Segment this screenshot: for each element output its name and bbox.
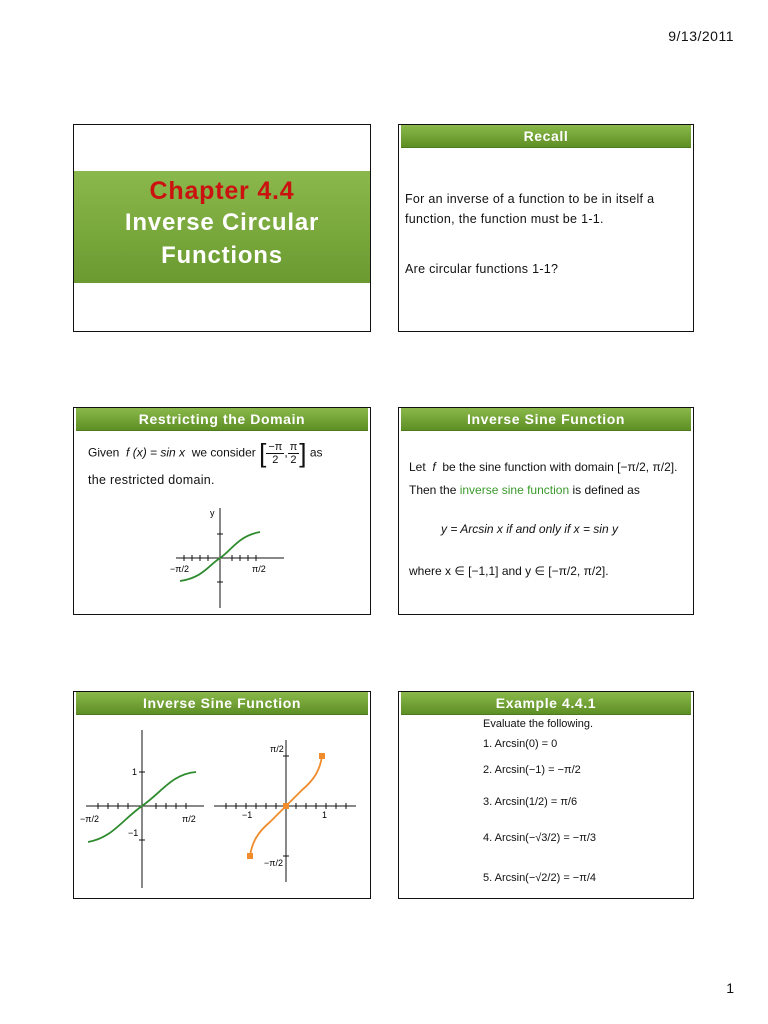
slide-header: Inverse Sine Function xyxy=(76,692,368,715)
tick-pos-pi-2: π/2 xyxy=(252,564,266,574)
tick-x-neg-1: −1 xyxy=(242,810,253,820)
slide-example-4-4-1 xyxy=(398,691,694,899)
arcsin-graph xyxy=(210,722,360,894)
slide-header: Recall xyxy=(401,125,691,148)
function-definition: f (x) = sin x xyxy=(126,445,186,460)
f-symbol: f xyxy=(432,460,436,474)
inverse-sine-term: inverse sine function xyxy=(459,483,570,497)
endpoint-marker-top xyxy=(319,753,325,759)
left-bracket: [ xyxy=(259,438,267,468)
domain-interval: [−π/2, π/2]. xyxy=(617,460,678,474)
where-line: where x ∈ [−1,1] and y ∈ [−π/2, π/2]. xyxy=(409,564,609,578)
consider-word: we consider xyxy=(191,445,256,460)
slide-header: Example 4.4.1 xyxy=(401,692,691,715)
tick-y-neg-1: −1 xyxy=(128,828,139,838)
given-word: Given xyxy=(88,445,120,460)
as-word: as xyxy=(309,445,323,460)
tick-y-pi-2: π/2 xyxy=(270,744,284,754)
example-item-5: 5. Arcsin(−√2/2) = −π/4 xyxy=(483,872,596,884)
title-band xyxy=(74,171,370,283)
endpoint-marker-bottom xyxy=(247,853,253,859)
slide-title xyxy=(73,124,371,332)
let-word: Let xyxy=(409,460,426,474)
slide-header: Restricting the Domain xyxy=(76,408,368,431)
tick-neg-pi-2: −π/2 xyxy=(170,564,189,574)
domain-text: be the sine function with domain xyxy=(442,460,614,474)
slide-inverse-sine-definition xyxy=(398,407,694,615)
slide-header: Inverse Sine Function xyxy=(401,408,691,431)
axis-y-label: y xyxy=(210,508,215,518)
sine-graph xyxy=(78,722,208,894)
origin-marker xyxy=(283,803,289,809)
tick-x-neg-pi-2: −π/2 xyxy=(80,814,99,824)
tick-y-1: 1 xyxy=(132,767,138,777)
tick-y-neg-pi-2: −π/2 xyxy=(264,858,283,868)
right-bracket: ] xyxy=(299,438,307,468)
page-date: 9/13/2011 xyxy=(668,28,734,44)
recall-paragraph-2: Are circular functions 1-1? xyxy=(405,262,559,276)
example-item-4: 4. Arcsin(−√3/2) = −π/3 xyxy=(483,832,596,844)
tick-x-pi-2: π/2 xyxy=(182,814,196,824)
tick-x-1: 1 xyxy=(322,810,328,820)
chapter-title: Chapter 4.4 xyxy=(149,177,295,205)
fraction-neg-pi-2: $\frac{-\pi}{2}$ xyxy=(268,441,283,466)
chapter-subtitle-line2: Functions xyxy=(161,242,283,269)
definition-line-2 xyxy=(409,483,640,497)
fraction-pi-2: $\frac{\pi}{2}$ xyxy=(289,441,298,466)
restricted-domain-text: the restricted domain. xyxy=(88,473,215,487)
given-line: Given f (x) = sin x we consider [ $\frac{-\pi}{2}$ , $\frac{\pi}{2}$ ] as xyxy=(88,438,323,468)
slide-restricting-domain xyxy=(73,407,371,615)
arcsin-definition: y = Arcsin x if and only if x = sin y xyxy=(441,522,618,536)
example-item-3: 3. Arcsin(1/2) = π/6 xyxy=(483,796,578,808)
defined-as-text: is defined as xyxy=(572,483,640,497)
recall-paragraph-1: For an inverse of a function to be in itself a function, the function must be 1-1. xyxy=(405,192,655,226)
page-number: 1 xyxy=(726,980,734,996)
slide-recall xyxy=(398,124,694,332)
example-intro: Evaluate the following. xyxy=(483,718,594,730)
definition-line-1 xyxy=(409,460,677,474)
then-text: Then the xyxy=(409,483,457,497)
chapter-subtitle-line1: Inverse Circular xyxy=(124,209,320,236)
example-item-2: 2. Arcsin(−1) = −π/2 xyxy=(483,764,581,776)
sine-restricted-graph xyxy=(170,504,290,614)
slide-inverse-sine-graphs xyxy=(73,691,371,899)
example-item-1: 1. Arcsin(0) = 0 xyxy=(483,738,558,750)
